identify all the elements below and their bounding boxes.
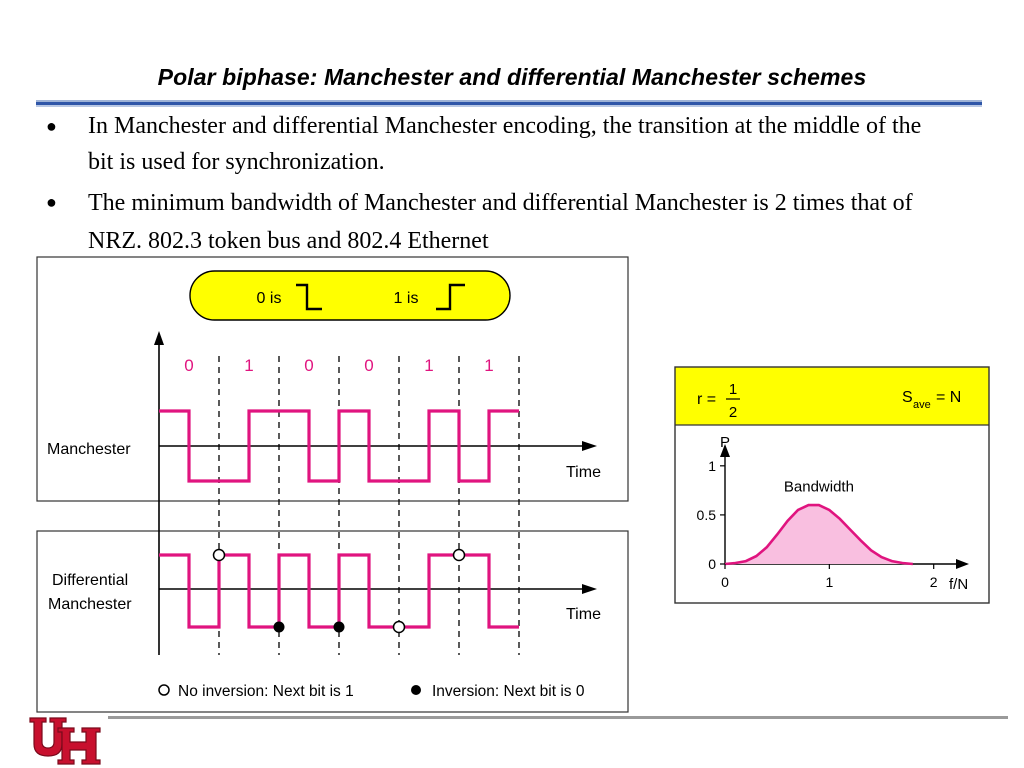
- zero-is-label: 0 is: [256, 290, 282, 307]
- time-label: Time: [566, 606, 601, 623]
- manchester-label: Manchester: [47, 441, 131, 458]
- filled-circle-icon: [411, 685, 421, 695]
- university-logo: [26, 712, 104, 768]
- slide-title: Polar biphase: Manchester and differential Manchester schemes: [157, 64, 867, 90]
- chart-x-label: f/N: [949, 576, 969, 593]
- no-inversion-marker: [214, 550, 225, 561]
- x-tick-label: 2: [929, 574, 938, 590]
- y-tick-label: 0: [708, 556, 716, 572]
- time-arrow-icon: [582, 441, 597, 451]
- y-axis-arrow-icon: [154, 331, 164, 345]
- inversion-marker: [274, 622, 285, 633]
- time-label: Time: [566, 464, 601, 481]
- y-tick-label: 1: [708, 457, 716, 474]
- r-denominator: 2: [728, 404, 738, 421]
- bullet-text: The minimum bandwidth of Manchester and differential Manchester is 2 times that of NRZ. 802.3 token bus and 802.4 Ethernet: [88, 190, 913, 254]
- no-inversion-marker: [394, 622, 405, 633]
- r-label: r =: [697, 391, 717, 408]
- inversion-marker: [334, 622, 345, 633]
- chart-x-arrow-icon: [956, 559, 969, 569]
- bullet-dot-icon: ●: [46, 192, 57, 212]
- inversion-note: Inversion: Next bit is 0: [432, 683, 585, 700]
- differential-signal: [159, 555, 519, 627]
- bandwidth-area: [725, 505, 913, 564]
- bit-label: 0: [184, 356, 194, 375]
- bit-label: 1: [424, 356, 434, 375]
- no-inversion-marker: [454, 550, 465, 561]
- bit-label: 1: [484, 356, 494, 375]
- bullet-dot-icon: ●: [46, 116, 57, 136]
- bandwidth-chart: [697, 434, 969, 593]
- s-value: = N: [936, 389, 962, 406]
- r-numerator: 1: [728, 381, 738, 398]
- bit-label: 0: [304, 356, 314, 375]
- bandwidth-curve-label: Bandwidth: [783, 478, 854, 496]
- transition-legend-box: [190, 271, 510, 320]
- footer-rule: [108, 716, 1008, 719]
- one-is-label: 1 is: [393, 290, 419, 307]
- bullet-text: In Manchester and differential Manchester encoding, the transition at the middle of the bit is used for synchronization.: [88, 113, 922, 175]
- bit-label: 1: [244, 356, 254, 375]
- chart-y-label: P: [719, 434, 731, 451]
- no-inversion-note: No inversion: Next bit is 1: [178, 683, 354, 700]
- differential-label-line1: Differential: [52, 572, 129, 589]
- y-tick-label: 0.5: [696, 506, 716, 523]
- differential-label-line2: Manchester: [48, 596, 132, 613]
- x-tick-label: 0: [721, 574, 729, 590]
- time-arrow-icon: [582, 584, 597, 594]
- bit-label: 0: [364, 356, 374, 375]
- s-label: S: [902, 389, 913, 406]
- s-subscript: ave: [913, 399, 931, 411]
- hollow-circle-icon: [159, 685, 169, 695]
- x-tick-label: 1: [825, 574, 834, 590]
